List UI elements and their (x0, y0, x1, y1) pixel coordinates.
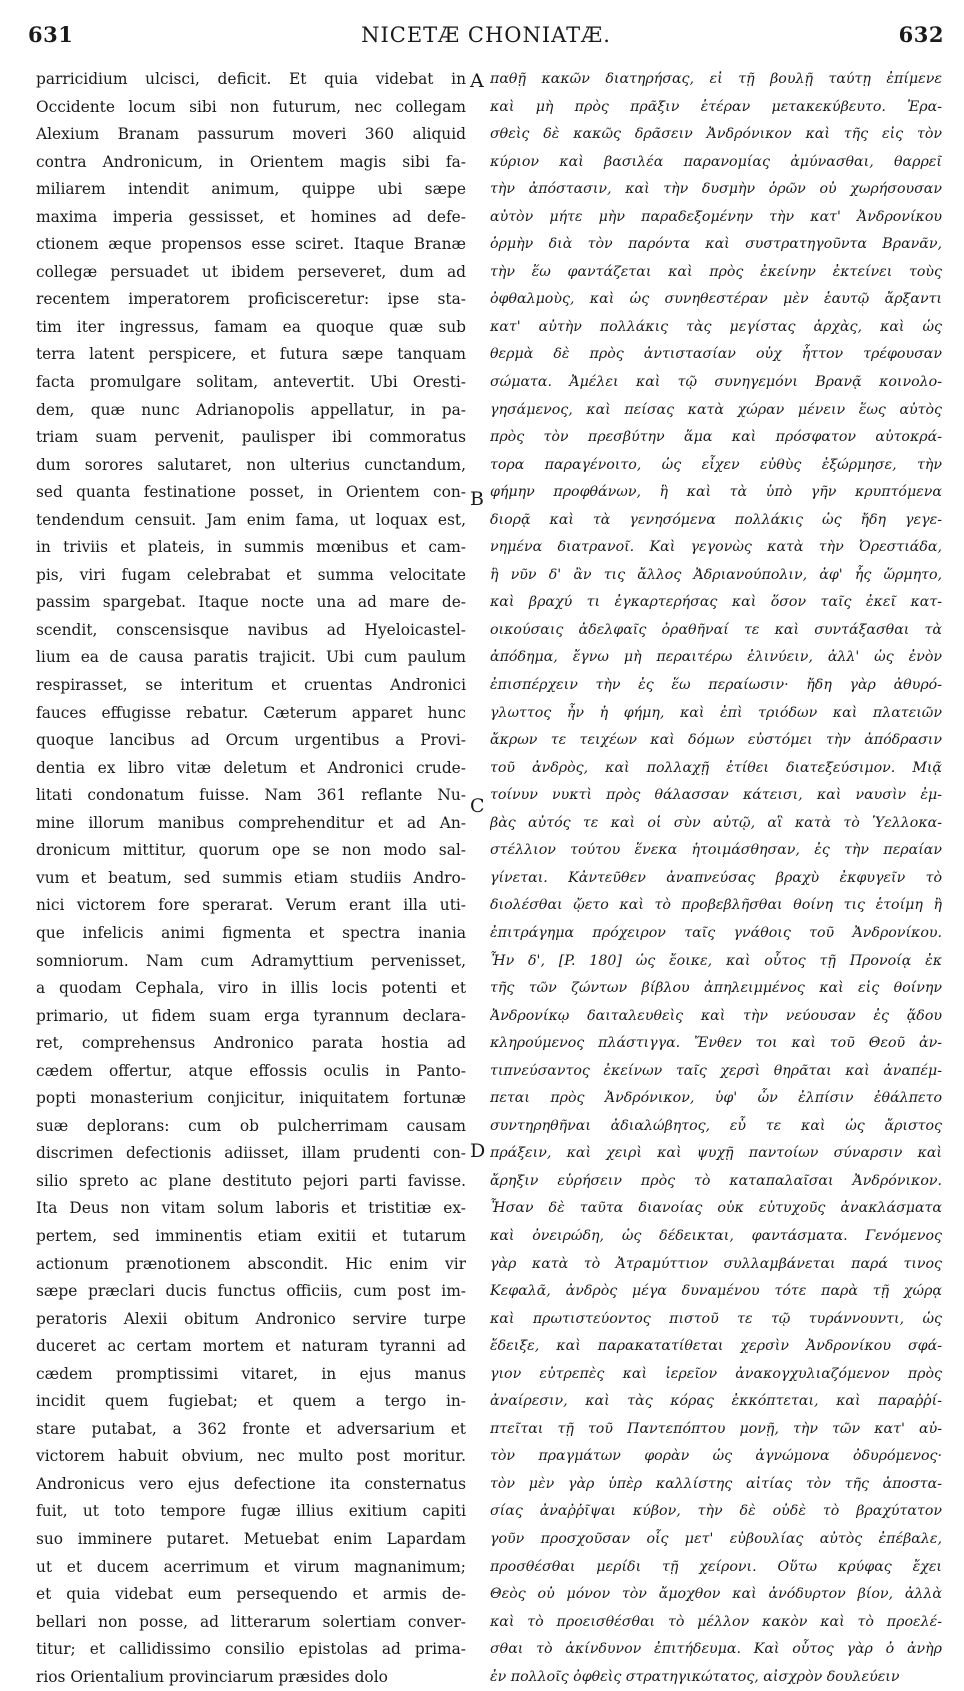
greek-text-line: ἐπισπέρχειν τὴν ἐς ἕω περαίωσιν· ἤδη γὰρ ἀθυρό- (490, 677, 942, 694)
latin-text-line: respirasset, se interitum et cruentas Andronici (36, 676, 466, 695)
latin-text-line: popti monasterium conjicitur, iniquitatem fortunæ (36, 1089, 466, 1108)
greek-text-line: κύριον καὶ βασιλέα παρανομίας ἀμύνασθαι, θαρρεῖ (490, 153, 942, 170)
latin-text-line: triam suam pervenit, paulisper ibi commoratus (36, 428, 466, 447)
latin-text-line: dronicum mittitur, quorum ope se non modo sal- (36, 841, 466, 860)
latin-text-line: primario, ut fidem suam erga tyrannum declara- (36, 1006, 466, 1025)
greek-text-line: φήμην προφθάνων, ἣ καὶ τὰ ὑπὸ γῆν κρυπτόμενα (490, 484, 942, 501)
greek-text-line: ἔδειξε, καὶ παρακατατίθεται χερσὶν Ἀνδρονίκου σφά- (490, 1338, 942, 1355)
latin-text-line: pertem, sed imminentis etiam exitii et tutarum (36, 1226, 466, 1245)
greek-text-line: στέλλιον τούτου ἕνεκα ἡτοιμάσθησαν, ἐς τὴν περαίαν (490, 842, 942, 859)
latin-text-line: fauces effugisse rebatur. Cæterum apparet hunc (36, 703, 466, 722)
greek-text-line: τῆς τῶν ζώντων βίβλου ἀπηλειμμένος καὶ εἰς θοίνην (490, 980, 942, 997)
greek-text-line: καὶ πρωτιστεύοντος πιστοῦ τε τῷ τυράννουντι, ὡς (490, 1310, 942, 1327)
latin-text-line: victorem habuit obvium, nec multo post moritur. (36, 1447, 466, 1466)
greek-text-line: διολέσθαι ᾤετο καὶ τὸ προβεβλῆσθαι θοίνη τις ἑτοίμη ἢ (490, 897, 942, 914)
greek-text-line: καὶ βραχύ τι ἐγκαρτερήσας καὶ ὅσον ταῖς ἐκεῖ κατ- (490, 594, 942, 611)
latin-text-line: nici victorem fore sperarat. Verum erant illa uti- (36, 896, 466, 915)
latin-text-line: dentia ex libro vitæ deletum et Andronici crude- (36, 758, 466, 777)
greek-text-line: Ἦν δ', [P. 180] ὡς ἔοικε, καὶ οὗτος τῇ Προνοίᾳ ἐκ (490, 952, 942, 969)
greek-text-line: προσθέσθαι μερίδι τῇ χείρονι. Οὕτω κρύφας ἔχει (490, 1558, 942, 1575)
greek-column (490, 66, 942, 1691)
latin-text-line: Ita Deus non vitam solum laboris et tristitiæ ex- (36, 1199, 466, 1218)
margin-letter: C (470, 795, 485, 817)
greek-text-line: τὸν μὲν γὰρ ὑπὲρ καλλίστης αἰτίας τὸν τῆς ἀποστα- (490, 1475, 942, 1492)
latin-text-line: incidit quem fugiebat; et quem a tergo in- (36, 1392, 466, 1411)
greek-text-line: Θεὸς οὐ μόνον τὸν ἄμοχθον καὶ ἀνόδυρτον βίον, ἀλλὰ (490, 1586, 942, 1603)
latin-text-line: duceret ac certam mortem et naturam tyranni ad (36, 1337, 466, 1356)
greek-text-line: σίας ἀναῤῥῖψαι κύβον, τὴν δὲ οὐδὲ τὸ βραχύτατον (490, 1503, 942, 1520)
latin-text-line: suæ deplorans: cum ob pulcherrimam causam (36, 1116, 466, 1135)
greek-text-line: κληρούμενος πλάστιγγα. Ἔνθεν τοι καὶ τοῦ Θεοῦ ἀν- (490, 1035, 942, 1052)
latin-text-line: vum et beatum, sed summis etiam studiis Andro- (36, 868, 466, 887)
latin-column (36, 66, 466, 1691)
latin-text-line: discrimen defectionis adiisset, illam prudenti con- (36, 1144, 466, 1163)
latin-text-line: ctionem æque propensos esse sciret. Itaque Branæ (36, 235, 466, 254)
greek-text-line: ἀπόδημα, ἔγνω μὴ περαιτέρω ἐλινύειν, ἀλλ' ὡς ἐνὸν (490, 649, 942, 666)
latin-text-line: tim iter ingressus, famam ea quoque quæ sub (36, 317, 466, 336)
latin-text-line: recentem imperatorem proficisceretur: ipse sta- (36, 290, 466, 309)
latin-text-line: que infelicis animi figmenta et spectra inania (36, 923, 466, 942)
latin-text-line: parricidium ulcisci, deficit. Et quia videbat in (36, 70, 466, 88)
greek-text-line: τοίνυν νυκτὶ πρὸς θάλασσαν κάτεισι, καὶ ναυσὶν ἐμ- (490, 787, 942, 804)
greek-text-line: ὀφθαλμοὺς, καὶ ὡς συνηθεστέραν μὲν ἑαυτῷ ἄρξαντι (490, 291, 942, 308)
latin-text-line: maxima imperia gessisset, et homines ad defe- (36, 207, 466, 226)
latin-text-line: rios Orientalium provinciarum præsides dolo (36, 1667, 388, 1686)
latin-text-line: peratoris Alexii obitum Andronico servire turpe (36, 1309, 466, 1328)
latin-text-line: sæpe præclari ducis functus officiis, cum post im- (36, 1282, 466, 1301)
latin-text-line: cædem offertur, atque effossis oculis in Panto- (36, 1061, 466, 1080)
latin-text-line: Andronicus vero ejus defectione ita consternatus (36, 1474, 466, 1493)
greek-text-line: καὶ τὸ προεισθέσθαι τὸ μέλλον κακὸν καὶ τὸ προελέ- (490, 1613, 942, 1630)
latin-text-line: scendit, conscensisque navibus ad Hyeloicastel- (36, 620, 466, 639)
greek-text-line: ἄρηξιν εὑρήσειν πρὸς τὸ καταπαλαῖσαι Ἀνδρόνικον. (490, 1172, 942, 1189)
latin-text-line: tendendum censuit. Jam enim fama, ut loquax est, (36, 510, 466, 529)
latin-text-line: contra Andronicum, in Orientem magis sibi fa- (36, 152, 466, 171)
margin-letter: A (470, 70, 484, 92)
latin-text-line: a quodam Cephala, viro in illis locis potenti et (36, 979, 466, 998)
greek-text-line: γιον εὐτρεπὲς καὶ ἱερεῖον ἀνακογχυλιαζόμενον πρὸς (490, 1365, 942, 1382)
latin-text-line: Occidente locum sibi non futurum, nec collegam (36, 97, 466, 116)
latin-text-line: facta promulgare solitam, antevertit. Ubi Oresti- (36, 373, 466, 392)
latin-text-line: silio spreto ac plane destituto pejori parti favisse. (36, 1171, 466, 1190)
right-column-number: 632 (898, 22, 944, 47)
greek-text-line: γλωττος ἦν ἡ φήμη, καὶ ἐπὶ τριόδων καὶ πλατειῶν (490, 704, 942, 721)
greek-text-line: πράξειν, καὶ χειρὶ καὶ ψυχῇ παντοίων σύναρσιν καὶ (490, 1145, 942, 1162)
running-title: NICETÆ CHONIATÆ. (361, 23, 611, 47)
greek-text-line: πτεῖται τῇ τοῦ Παντεπόπτου μονῇ, τὴν τῶν κατ' αὐ- (490, 1420, 942, 1437)
latin-text-line: litati condonatum fuisse. Nam 361 reflante Nu- (36, 786, 466, 805)
latin-text-line: dum sorores salutaret, non ulterius cunctandum, (36, 455, 466, 474)
greek-text-line: αὐτὸν μήτε μὴν παραδεξομένην τὴν κατ' Ἀνδρονίκου (490, 208, 942, 225)
latin-text-line: et quia videbat eum persequendo et armis de- (36, 1585, 466, 1604)
greek-text-line: ἐν πολλοῖς ὀφθεὶς στρατηγικώτατος, αἰσχρὸν δουλεύειν (490, 1668, 900, 1685)
latin-text-line: cædem promptissimi vitaret, in ejus manus (36, 1364, 466, 1383)
greek-text-line: γίνεται. Κἀντεῦθεν ἀναπνεύσας βραχὺ ἐκφυγεῖν τὸ (490, 869, 942, 886)
latin-text-line: miliarem intendit animum, quippe ubi sæpe (36, 180, 466, 199)
greek-text-line: γοῦν προσχοῦσαν οἷς μετ' εὐβουλίας αὐτὸς ἐπέβαλε, (490, 1530, 942, 1547)
greek-text-line: νημένα διατρανοῖ. Καὶ γεγονὼς κατὰ τὴν Ὀρεστιάδα, (490, 539, 942, 556)
greek-text-line: τὴν ἀπόστασιν, καὶ τὴν δυσμὴν ὁρῶν οὐ χωρήσουσαν (490, 181, 942, 198)
greek-text-line: ἀναίρεσιν, καὶ τὰς κόρας ἐκκόπτεται, καὶ παραῤῥί- (490, 1393, 942, 1410)
latin-text-line: terra latent perspicere, et futura sæpe tanquam (36, 345, 466, 364)
greek-text-line: σθεὶς δὲ κακῶς δρᾶσειν Ἀνδρόνικον καὶ τῆς εἰς τὸν (490, 126, 942, 143)
margin-letter: B (470, 488, 484, 510)
latin-text-line: collegæ persuadet ut ibidem perseveret, dum ad (36, 262, 466, 281)
latin-text-line: quoque lancibus ad Orcum urgentibus a Provi- (36, 731, 466, 750)
latin-text-line: mine illorum manibus comprehenditur et ad An- (36, 813, 466, 832)
margin-letter: D (470, 1140, 486, 1162)
left-column-number: 631 (28, 22, 74, 47)
greek-text-line: κατ' αὐτὴν πολλάκις τὰς μεγίστας ἀρχὰς, καὶ ὡς (490, 318, 942, 335)
greek-text-line: ἣ νῦν δ' ἂν τις ἄλλος Ἀδριανούπολιν, ἀφ' ἧς ὥρμητο, (490, 566, 942, 583)
greek-text-line: σώματα. Ἀμέλει καὶ τῷ συνηγεμόνι Βρανᾷ κοινολο- (490, 374, 942, 391)
greek-text-line: ὁρμὴν διὰ τὸν παρόντα καὶ συστρατηγοῦντα Βρανᾶν, (490, 236, 942, 253)
latin-text-line: ut et ducem acerrimum et virum magnanimum; (36, 1557, 466, 1576)
latin-text-line: lium ea de causa paratis trajicit. Ubi cum paulum (36, 648, 466, 667)
latin-text-line: sed quanta festinatione posset, in Orientem con- (36, 483, 466, 502)
latin-text-line: ret, comprehensus Andronico parata hostia ad (36, 1034, 466, 1053)
greek-text-line: θερμὰ δὲ πρὸς ἀντιστασίαν οὐχ ἧττον τρέφουσαν (490, 346, 942, 363)
greek-text-line: συντηρηθῆναι ἀδιαλώβητος, εὖ τε καὶ ὡς ἄριστος (490, 1117, 942, 1134)
latin-text-line: stare putabat, a 362 fronte et adversarium et (36, 1419, 466, 1438)
latin-text-line: titur; et callidissimo consilio epistolas ad prima- (36, 1640, 466, 1659)
greek-text-line: σθαι τὸ ἀκίνδυνον ἐπιτήδευμα. Καὶ οὗτος γὰρ ὁ ἀνὴρ (490, 1641, 942, 1658)
greek-text-line: Ἀνδρονίκῳ δαιταλευθεὶς καὶ τὴν νεύουσαν ἐς ᾅδου (490, 1007, 942, 1024)
latin-text-line: in triviis et plateis, in summis mœnibus et cam- (36, 538, 466, 557)
greek-text-line: διορᾷ καὶ τὰ γενησόμενα πολλάκις ὡς ἤδη γεγε- (490, 511, 942, 528)
greek-text-line: τὸν πραγμάτων φορὰν ὡς ἀγνώμονα ὀδυρόμενος· (490, 1448, 942, 1465)
greek-text-line: Ἦσαν δὲ ταῦτα διανοίας οὐκ εὐτυχοῦς ἀνακλάσματα (490, 1200, 942, 1217)
latin-text-line: fuit, ut toto tempore fugæ illius exitium capiti (36, 1502, 466, 1521)
latin-text-line: suo imminere putaret. Metuebat enim Lapardam (36, 1529, 466, 1548)
latin-text-line: bellari non posse, ad litterarum solertiam conver- (36, 1612, 466, 1631)
latin-text-line: pis, viri fugam celebrabat et summa velocitate (36, 565, 466, 584)
greek-text-line: παθῇ κακῶν διατηρήσας, εἰ τῇ βουλῇ ταύτῃ ἐπίμενε (490, 71, 942, 87)
greek-text-line: γὰρ κατὰ τὸ Ἀτραμύττιον συλλαμβάνεται παρά τινος (490, 1255, 942, 1272)
greek-text-line: βὰς αὐτός τε καὶ οἱ σὺν αὐτῷ, αἳ κατὰ τὸ Ὑελλοκα- (490, 814, 942, 831)
greek-text-line: Κεφαλᾶ, ἀνδρὸς μέγα δυναμένου τότε παρὰ τῇ χώρᾳ (490, 1283, 942, 1300)
greek-text-line: καὶ ὀνειρώδη, ὡς δέδεικται, φαντάσματα. Γενόμενος (490, 1227, 942, 1244)
greek-text-line: γησάμενος, καὶ πείσας κατὰ χώραν μένειν ἕως αὐτὸς (490, 401, 942, 418)
greek-text-line: τὴν ἕω φαντάζεται καὶ πρὸς ἐκείνην ἐκτείνει τοὺς (490, 263, 942, 280)
running-header (28, 22, 944, 56)
latin-text-line: Alexium Branam passurum moveri 360 aliquid (36, 125, 466, 144)
greek-text-line: οικούσαις ἀδελφαῖς ὀραθῆναί τε καὶ συντάξασθαι τὰ (490, 621, 942, 638)
latin-text-line: actionum prænotionem abscondit. Hic enim vir (36, 1254, 466, 1273)
greek-text-line: τοῦ ἀνδρὸς, καὶ πολλαχῇ ἐτίθει διατεξεύσιμον. Μιᾷ (490, 759, 942, 776)
greek-text-line: τιπνεύσαντος ἐκείνων ταῖς χερσὶ θηρᾶται καὶ ἀναπέμ- (490, 1062, 942, 1079)
latin-text-line: passim spargebat. Itaque nocte una ad mare de- (36, 593, 466, 612)
latin-text-line: somniorum. Nam cum Adramyttium pervenisset, (36, 951, 466, 970)
greek-text-line: ἐπιτράγημα πρόχειρον ταῖς γνάθοις τοῦ Ἀνδρονίκου. (490, 924, 942, 941)
greek-text-line: πεται πρὸς Ἀνδρόνικον, ὑφ' ὧν ἐλπίσιν ἐθάλπετο (490, 1090, 942, 1107)
greek-text-line: καὶ μὴ πρὸς πρᾶξιν ἑτέραν μετακεκύβευτο. Ἐρα- (490, 98, 942, 115)
greek-text-line: τορα παραγένοιτο, ὡς εἶχεν εὐθὺς ἐξώρμησε, τὴν (490, 456, 942, 473)
greek-text-line: πρὸς τὸν πρεσβύτην ἅμα καὶ πρόσφατον αὐτοκρά- (490, 429, 942, 446)
greek-text-line: ἄκρων τε τειχέων καὶ δόμων εὐστόμει τὴν ἀπόδρασιν (490, 732, 942, 749)
latin-text-line: dem, quæ nunc Adrianopolis appellatur, in pa- (36, 400, 466, 419)
